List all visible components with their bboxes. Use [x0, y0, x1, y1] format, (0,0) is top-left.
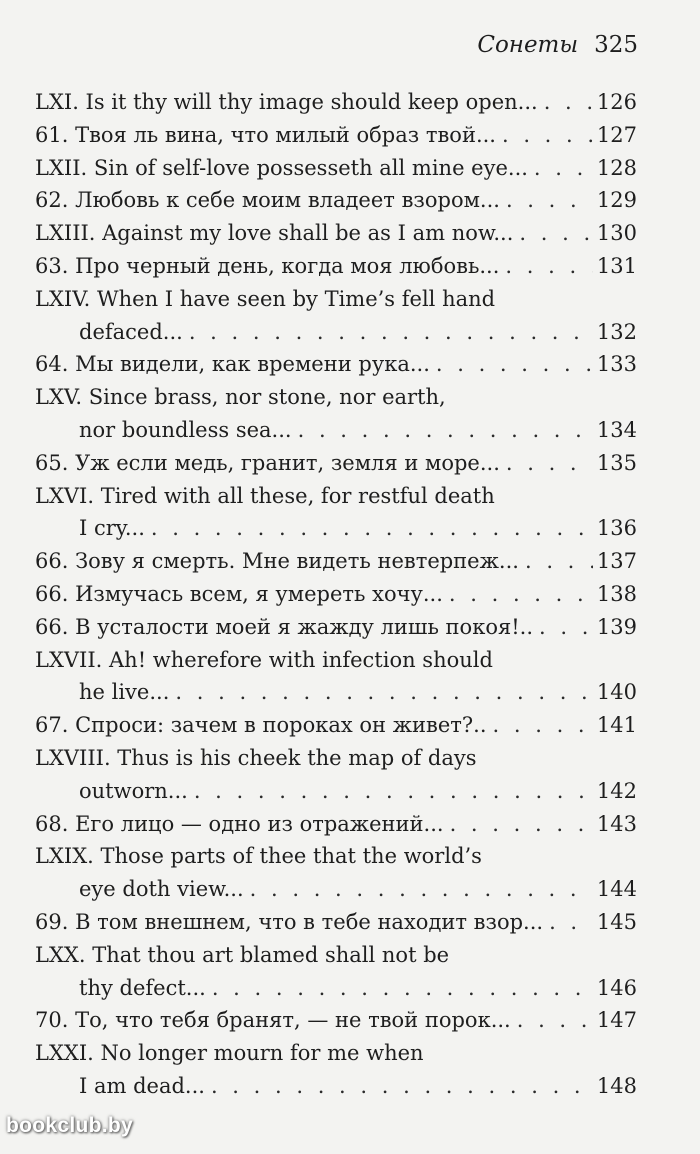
toc-entry-line	[35, 152, 637, 185]
toc-entry	[35, 184, 637, 217]
dot-leader	[502, 119, 593, 152]
toc-entry	[35, 840, 637, 906]
toc-page-number: 145	[596, 909, 637, 934]
dot-leader	[298, 414, 593, 447]
toc-page-number: 132	[596, 319, 637, 344]
toc-entry-title: LXXI. No longer mourn for me when	[35, 1041, 424, 1066]
toc-entry-line	[35, 644, 637, 677]
toc-entry-line	[35, 808, 637, 841]
toc-entry-title: LXVI. Tired with all these, for restful death	[35, 483, 495, 508]
toc-page-number: 146	[596, 975, 637, 1000]
toc-page-number: 147	[596, 1008, 637, 1033]
toc-entry-continuation-line	[35, 972, 637, 1005]
watermark-logo: bookclub.by	[6, 1114, 133, 1137]
toc-page-number: 138	[596, 581, 637, 606]
dot-leader	[506, 447, 593, 480]
toc-entry-title: outworn...	[79, 778, 188, 803]
toc-entry-continuation-line	[35, 873, 637, 906]
toc-entry	[35, 709, 637, 742]
toc-page-number: 127	[596, 122, 637, 147]
dot-leader	[544, 86, 593, 119]
toc-page-number: 135	[596, 450, 637, 475]
toc-entry-line	[35, 381, 637, 414]
toc-entry-continuation-line	[35, 316, 637, 349]
toc-entry	[35, 152, 637, 185]
toc-entry-title: 66. Измучась всем, я умереть хочу...	[35, 581, 443, 606]
dot-leader	[250, 873, 593, 906]
toc-entry	[35, 1037, 637, 1103]
toc-entry-line	[35, 86, 637, 119]
toc-entry-line	[35, 1037, 637, 1070]
toc-entry-line	[35, 447, 637, 480]
toc-entry	[35, 808, 637, 841]
toc-entry	[35, 742, 637, 808]
toc-entry-title: thy defect...	[79, 975, 206, 1000]
toc-entry-line	[35, 545, 637, 578]
toc-entry-title: 66. В усталости моей я жажду лишь покоя!..	[35, 614, 534, 639]
toc-entry	[35, 480, 637, 546]
toc-entry	[35, 86, 637, 119]
running-head	[477, 30, 638, 60]
toc-entry-title: LXVII. Ah! wherefore with infection should	[35, 647, 493, 672]
toc-entry-line	[35, 250, 637, 283]
toc-entry-title: LXI. Is it thy will thy image should keep open...	[35, 90, 538, 114]
toc-page-number: 141	[596, 713, 637, 738]
toc-entry	[35, 283, 637, 349]
toc-entry-title: LXIX. Those parts of thee that the world’s	[35, 844, 482, 869]
toc-entry-line	[35, 709, 637, 742]
toc-entry	[35, 611, 637, 644]
toc-page-number: 128	[596, 155, 637, 180]
toc-entry-title: 70. То, что тебя бранят, — не твой порок...	[35, 1008, 511, 1033]
toc-page-number: 126	[596, 90, 637, 114]
toc-entry-line	[35, 939, 637, 972]
toc-entry-title: I cry...	[79, 516, 145, 541]
toc-entry-line	[35, 742, 637, 775]
toc-entry-title: 62. Любовь к себе моим владеет взором...	[35, 188, 500, 213]
dot-leader	[549, 906, 593, 939]
dot-leader	[175, 676, 593, 709]
toc-entry	[35, 447, 637, 480]
toc-entry	[35, 906, 637, 939]
dot-leader	[450, 808, 593, 841]
toc-entry	[35, 939, 637, 1005]
toc-entry-continuation-line	[35, 1070, 637, 1103]
toc-entry	[35, 217, 637, 250]
toc-entry-line	[35, 611, 637, 644]
toc-entry-title: LXII. Sin of self-love possesseth all mine eye...	[35, 155, 528, 180]
toc-entry-continuation-line	[35, 512, 637, 545]
toc-entry-title: LXVIII. Thus is his cheek the map of days	[35, 745, 477, 770]
toc-page-number: 130	[596, 221, 637, 246]
dot-leader	[449, 578, 593, 611]
toc-page-number: 134	[596, 417, 637, 442]
dot-leader	[505, 250, 592, 283]
toc-entry-continuation-line	[35, 676, 637, 709]
toc-page-number: 143	[596, 811, 637, 836]
toc-entry-line	[35, 840, 637, 873]
toc-entry	[35, 578, 637, 611]
toc-entry-line	[35, 184, 637, 217]
toc-page-number: 137	[596, 549, 637, 574]
toc-entry-title: 67. Спроси: зачем в пороках он живет?..	[35, 713, 487, 738]
toc-entry-line	[35, 906, 637, 939]
running-head-section: Сонеты	[477, 32, 579, 58]
toc-entry-title: LXIV. When I have seen by Time’s fell hand	[35, 286, 496, 311]
toc-entry-line	[35, 348, 637, 381]
toc-page-number: 142	[596, 778, 637, 803]
dot-leader	[211, 1070, 593, 1103]
dot-leader	[436, 348, 593, 381]
table-of-contents	[35, 86, 637, 1103]
toc-entry-title: 61. Твоя ль вина, что милый образ твой...	[35, 122, 496, 147]
toc-entry	[35, 348, 637, 381]
toc-entry-title: 64. Мы видели, как времени рука...	[35, 352, 430, 377]
toc-entry	[35, 119, 637, 152]
toc-entry	[35, 250, 637, 283]
dot-leader	[539, 611, 593, 644]
toc-entry-title: LXV. Since brass, nor stone, nor earth,	[35, 385, 446, 410]
toc-entry-title: 66. Зову я смерть. Мне видеть невтерпеж...	[35, 549, 519, 574]
dot-leader	[519, 217, 593, 250]
toc-page-number: 140	[596, 680, 637, 705]
toc-entry-line	[35, 217, 637, 250]
toc-page-number: 144	[596, 877, 637, 902]
dot-leader	[493, 709, 593, 742]
toc-page-number: 131	[596, 253, 637, 278]
toc-entry-continuation-line	[35, 414, 637, 447]
dot-leader	[212, 972, 593, 1005]
toc-page-number: 129	[596, 188, 637, 213]
toc-entry-line	[35, 480, 637, 513]
dot-leader	[189, 316, 593, 349]
running-head-page-number: 325	[594, 32, 638, 58]
toc-entry-continuation-line	[35, 775, 637, 808]
toc-entry-title: LXX. That thou art blamed shall not be	[35, 942, 450, 967]
toc-page-number: 136	[596, 516, 637, 541]
toc-entry-line	[35, 578, 637, 611]
toc-entry-title: 68. Его лицо — одно из отражений...	[35, 811, 444, 836]
dot-leader	[151, 512, 593, 545]
toc-page-number: 133	[596, 352, 637, 377]
toc-page-number: 139	[596, 614, 637, 639]
dot-leader	[517, 1004, 593, 1037]
dot-leader	[194, 775, 593, 808]
toc-entry-line	[35, 1004, 637, 1037]
toc-entry-title: 63. Про черный день, когда моя любовь...	[35, 253, 500, 278]
toc-entry-title: he live...	[79, 680, 170, 705]
toc-entry-line	[35, 283, 637, 316]
toc-entry	[35, 545, 637, 578]
toc-entry-title: nor boundless sea...	[79, 417, 292, 442]
dot-leader	[534, 152, 593, 185]
toc-entry-title: eye doth view...	[79, 877, 244, 902]
dot-leader	[525, 545, 593, 578]
toc-entry	[35, 1004, 637, 1037]
toc-entry-title: I am dead...	[79, 1073, 205, 1098]
toc-entry-title: defaced...	[79, 319, 183, 344]
toc-entry	[35, 644, 637, 710]
toc-entry-title: LXIII. Against my love shall be as I am now...	[35, 221, 514, 246]
dot-leader	[506, 184, 593, 217]
toc-entry-title: 69. В том внешнем, что в тебе находит взор...	[35, 909, 544, 934]
toc-page-number: 148	[596, 1073, 637, 1098]
toc-entry	[35, 381, 637, 447]
toc-entry-line	[35, 119, 637, 152]
toc-entry-title: 65. Уж если медь, гранит, земля и море...	[35, 450, 500, 475]
